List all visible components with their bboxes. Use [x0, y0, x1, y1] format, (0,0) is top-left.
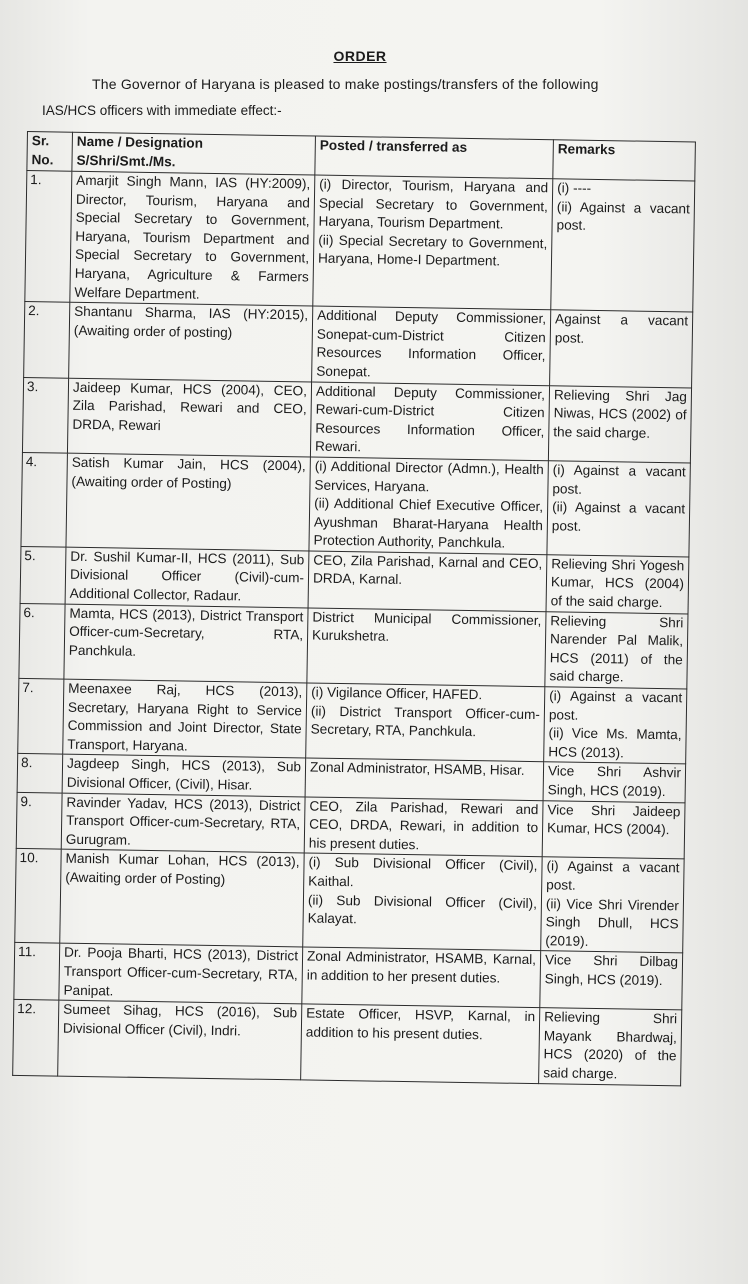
- header-name: [72, 132, 316, 175]
- remarks: [542, 800, 685, 859]
- posting-entry-1: CEO, Zila Parishad, Rewari and CEO, DRDA, Rewari, in addition to his present duties.: [308, 798, 539, 853]
- officer-name-designation: Shantanu Sharma, IAS (HY:2015), (Awaiting order of posting): [69, 302, 313, 381]
- posted-transferred-as: [310, 382, 549, 461]
- officer-name-designation: Dr. Pooja Bharti, HCS (2013), District Transport Officer-cum-Secretary, RTA, Panipat.: [59, 943, 303, 1004]
- officer-name-designation: Manish Kumar Lohan, HCS (2013), (Awaiting order of Posting): [60, 850, 304, 948]
- posting-entry-1: CEO, Zila Parishad, Karnal and CEO, DRDA, Karnal.: [312, 552, 543, 588]
- posted-transferred-as: [304, 797, 543, 858]
- remarks: [548, 385, 691, 463]
- table-row: [24, 302, 693, 388]
- intro-text-line-2: IAS/HCS officers with immediate effect:-: [42, 103, 282, 118]
- remark-entry-1: Vice Shri Jaideep Kumar, HCS (2004).: [546, 801, 681, 838]
- table-row: [18, 678, 687, 764]
- posting-entry-1: District Municipal Commissioner, Kurukshetra.: [311, 609, 542, 645]
- posting-entry-1: (i) Additional Director (Admn.), Health Services, Haryana.: [314, 458, 544, 494]
- remark-entry-1: Against a vacant post.: [554, 311, 689, 346]
- table-body: [13, 171, 695, 1086]
- officer-name-designation: Dr. Sushil Kumar-II, HCS (2011), Sub Divisional Officer (Civil)-cum-Additional Collector, Radaur.: [65, 547, 309, 608]
- remark-entry-1: Relieving Shri Jag Niwas, HCS (2002) of the said charge.: [553, 386, 688, 441]
- table-row: [13, 1000, 682, 1086]
- remarks: [545, 611, 688, 689]
- row-number: 4.: [21, 452, 67, 547]
- header-sr-line1: Sr.: [31, 133, 50, 149]
- header-remarks: Remarks: [553, 140, 696, 181]
- remark-entry-1: Vice Shri Dilbag Singh, HCS (2019).: [544, 952, 679, 989]
- posted-transferred-as: [302, 947, 541, 1008]
- table-row: [25, 171, 695, 313]
- postings-table: [12, 131, 696, 1086]
- row-number: 8.: [17, 754, 63, 793]
- remarks: [541, 857, 684, 953]
- posting-entry-2: (ii) Special Secretary to Government, Haryana, Home-I Department.: [317, 232, 548, 269]
- officer-name-designation: Meenaxee Raj, HCS (2013), Secretary, Haryana Right to Service Commission and Joint Director, State Transport, Haryana.: [63, 679, 307, 758]
- posting-entry-1: Estate Officer, HSVP, Karnal, in addition to his present duties.: [305, 1005, 536, 1042]
- remarks: [540, 951, 683, 1010]
- table-row: [19, 603, 688, 689]
- remark-entry-1: (i) ----: [557, 180, 592, 196]
- officer-name-designation: Amarjit Singh Mann, IAS (HY:2009), Director, Tourism, Haryana and Special Secretary to Government, Haryana, Tourism Department and Special Secretary to Government, Haryana, Agriculture & Farmers Welfare Department.: [70, 171, 315, 306]
- header-name-line1: Name / Designation: [76, 133, 204, 151]
- officer-name-designation: Mamta, HCS (2013), District Transport Officer-cum-Secretary, RTA, Panchkula.: [64, 604, 308, 683]
- row-number: 12.: [13, 1000, 59, 1076]
- officer-name-designation: Ravinder Yadav, HCS (2013), District Transport Officer-cum-Secretary, RTA, Gurugram.: [61, 793, 305, 854]
- remark-entry-1: Relieving Shri Narender Pal Malik, HCS (2011) of the said charge.: [549, 612, 684, 685]
- table-row: [16, 792, 685, 859]
- officer-name-designation: Jagdeep Singh, HCS (2013), Sub Divisional Officer, (Civil), Hisar.: [62, 755, 306, 797]
- remarks: [546, 555, 689, 614]
- posting-entry-1: (i) Vigilance Officer, HAFED.: [311, 684, 483, 703]
- posting-entry-2: (ii) District Transport Officer-cum-Secretary, RTA, Panchkula.: [310, 703, 541, 740]
- posting-entry-1: (i) Sub Divisional Officer (Civil), Kaithal.: [308, 854, 538, 890]
- remarks: [544, 687, 687, 765]
- row-number: 7.: [18, 678, 64, 754]
- posting-entry-1: Zonal Administrator, HSAMB, Hisar.: [309, 759, 525, 779]
- row-number: 5.: [20, 546, 66, 603]
- posted-transferred-as: [306, 683, 545, 762]
- header-sr-no: [27, 132, 73, 172]
- posting-entry-1: Additional Deputy Commissioner, Sonepat-cum-District Citizen Resources Information Officer, Sonepat.: [316, 307, 547, 380]
- remark-entry-2: (ii) Vice Shri Virender Singh Dhull, HCS (2019).: [545, 895, 680, 949]
- table-row: [14, 943, 683, 1010]
- row-number: 11.: [14, 943, 60, 1000]
- posted-transferred-as: [305, 758, 544, 800]
- remarks: [539, 1008, 682, 1086]
- row-number: 9.: [16, 792, 62, 849]
- posted-transferred-as: [307, 608, 546, 687]
- header-name-line2: S/Shri/Smt./Ms.: [76, 152, 176, 169]
- remark-entry-1: (i) Against a vacant post.: [548, 688, 683, 723]
- table-row: [20, 546, 689, 613]
- posting-entry-1: (i) Director, Tourism, Haryana and Special Secretary to Government, Haryana, Tourism Department.: [318, 176, 549, 232]
- remark-entry-1: (i) Against a vacant post.: [552, 462, 686, 497]
- remark-entry-1: Vice Shri Ashvir Singh, HCS (2019).: [547, 763, 682, 800]
- posted-transferred-as: [313, 175, 553, 310]
- posted-transferred-as: [309, 457, 548, 555]
- row-number: 1.: [25, 171, 72, 303]
- posting-entry-2: (ii) Sub Divisional Officer (Civil), Kalayat.: [307, 892, 538, 927]
- remarks: [547, 461, 690, 557]
- officer-name-designation: Jaideep Kumar, HCS (2004), CEO, Zila Parishad, Rewari and CEO, DRDA, Rewari: [67, 378, 311, 457]
- remarks: [550, 310, 693, 388]
- remark-entry-2: (ii) Vice Ms. Mamta, HCS (2013).: [548, 725, 682, 761]
- remark-entry-2: (ii) Against a vacant post.: [556, 198, 690, 233]
- row-number: 2.: [24, 302, 70, 378]
- posting-entry-2: (ii) Additional Chief Executive Officer, Ayushman Bharat-Haryana Health Protection Authority, Panchkula.: [313, 495, 544, 551]
- row-number: 10.: [15, 849, 61, 944]
- posted-transferred-as: [301, 1004, 540, 1083]
- intro-text-line-1: The Governor of Haryana is pleased to make postings/transfers of the following: [92, 76, 599, 92]
- remarks: [551, 179, 695, 312]
- remark-entry-2: (ii) Against a vacant post.: [551, 499, 686, 534]
- posted-transferred-as: [303, 853, 542, 951]
- remark-entry-1: Relieving Shri Yogesh Kumar, HCS (2004) of the said charge.: [550, 556, 685, 611]
- table-row: [22, 377, 691, 463]
- header-sr-line2: No.: [31, 151, 54, 168]
- row-number: 3.: [22, 377, 68, 453]
- row-number: 6.: [19, 603, 65, 679]
- remark-entry-1: Relieving Shri Mayank Bhardwaj, HCS (2020) of the said charge.: [543, 1009, 678, 1082]
- officer-name-designation: Sumeet Sihag, HCS (2016), Sub Divisional Officer (Civil), Indri.: [58, 1000, 302, 1079]
- remark-entry-1: (i) Against a vacant post.: [546, 858, 680, 893]
- table-row: [15, 849, 684, 953]
- posted-transferred-as: [308, 551, 547, 612]
- posting-entry-1: Zonal Administrator, HSAMB, Karnal, in addition to her present duties.: [306, 948, 537, 986]
- table-row: [21, 452, 690, 556]
- order-title: ORDER: [333, 48, 387, 64]
- remarks: [543, 762, 686, 802]
- header-posted: Posted / transferred as: [315, 136, 554, 179]
- posting-entry-1: Additional Deputy Commissioner, Rewari-cum-District Citizen Resources Information Officer, Rewari.: [314, 383, 546, 455]
- officer-name-designation: Satish Kumar Jain, HCS (2004), (Awaiting order of Posting): [66, 453, 310, 551]
- posted-transferred-as: [312, 306, 551, 385]
